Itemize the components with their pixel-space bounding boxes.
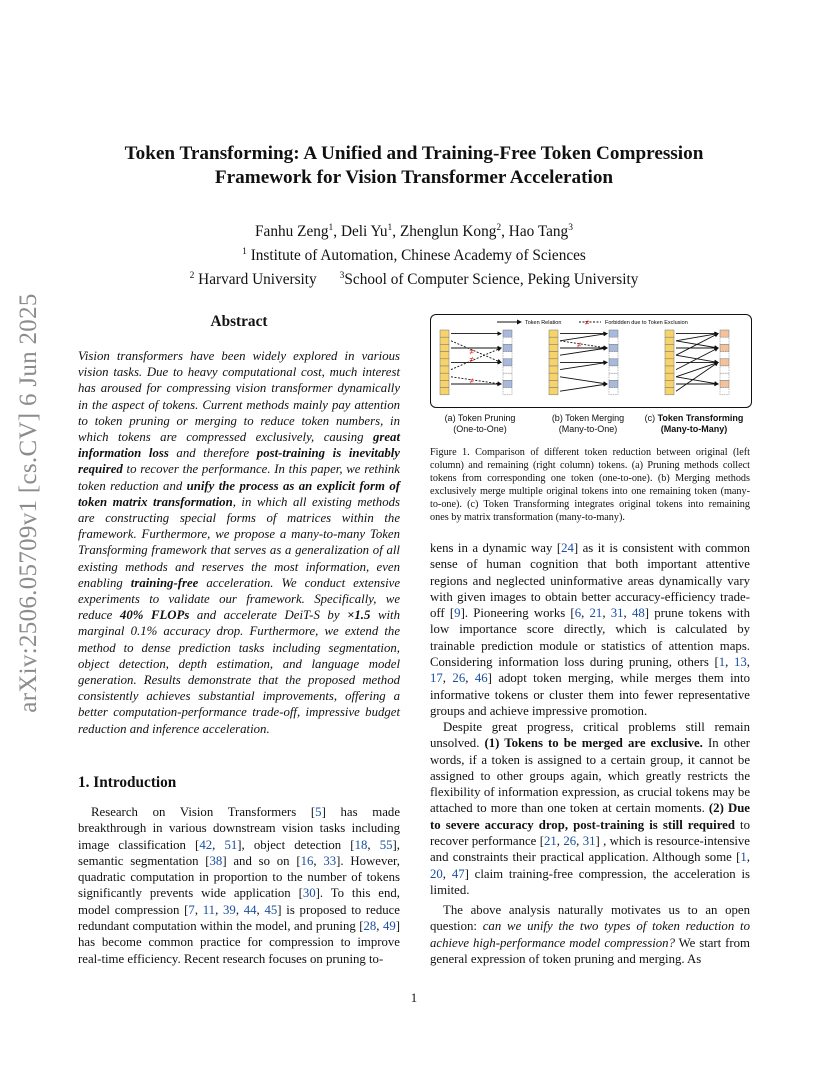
- abstract-text: and therefore: [168, 446, 257, 461]
- col2-text: We start from general expression of token pruning and merging. As: [430, 935, 750, 966]
- intro-text: ], semantic segmentation [: [78, 837, 400, 868]
- citation-link[interactable]: 26: [452, 671, 466, 686]
- figure-label-b-line2: (Many-to-One): [558, 424, 618, 434]
- col2-paragraph-3: [430, 902, 750, 967]
- remaining-token: [720, 388, 729, 395]
- abstract-emph: unify the process as an explicit form of token matrix transformation: [78, 478, 400, 509]
- remaining-token: [609, 380, 618, 387]
- author-names: Fanhu Zeng$^1$, Deli Yu$^1$, Zhenglun Kong$^2$, Hao Tang$^3$: [255, 223, 573, 241]
- legend-forbidden-label: Forbidden due to Token Exclusion: [605, 320, 688, 326]
- col2-text: In other words, if a token is assigned to a certain group, it cannot be assigned to other groups again, which greatly restricts the flexibility of information expression, as crucial tokens may be attached to more than one token at certain moments.: [430, 736, 751, 816]
- remaining-token: [503, 330, 512, 337]
- figure-label-a: [434, 413, 526, 435]
- abstract-emph: great information loss: [78, 430, 400, 461]
- relation-arrow: [560, 341, 607, 348]
- arxiv-identifier: [14, 293, 44, 713]
- figure-label-a-line2: (One-to-One): [453, 424, 507, 434]
- abstract-emph: post-training is inevitably required: [78, 446, 400, 477]
- intro-text: Research on Vision Transformers [: [91, 805, 316, 819]
- forbidden-mark-icon: ≠: [469, 376, 474, 386]
- abstract-emph: ×1.5: [347, 608, 371, 623]
- original-token: [665, 380, 674, 387]
- aff1-text: Institute of Automation, Chinese Academy of Sciences: [250, 247, 586, 265]
- abstract-text: acceleration. We conduct extensive experiments to validate our framework. Specifically, we reduce: [78, 575, 400, 623]
- citation-link[interactable]: 47: [451, 866, 465, 881]
- abstract-text: Vision transformers have been widely explored in various vision tasks. Due to heavy computational cost, much interest has aroused for compressing vision transformer dynamically in the aspect of tokens. Current methods mainly pay attention to token pruning or merging to reduce token numbers, in which tokens are compressed exclusively, causing: [78, 349, 400, 445]
- author-3-affil: 2: [496, 223, 502, 233]
- col2-text: ]. Pioneering works [: [460, 606, 575, 621]
- intro-text: ] has made breakthrough in various downstream vision tasks including image classification [: [78, 805, 400, 852]
- remaining-token: [720, 366, 729, 373]
- paper-title: [70, 142, 758, 190]
- figure-1-caption: Figure 1. Comparison of different token reduction between original (left column) and remaining (right column) tokens. (a) Pruning methods collect tokens from corresponding one token (one-to-one). (b) Merging methods exclusively merge multiple original tokens into one remaining token (many-to-one). (c) Token Transforming integrates original tokens into remaining ones by matrix transformation (many-to-many).: [430, 447, 750, 523]
- remaining-token: [503, 337, 512, 344]
- citation-link[interactable]: 46: [474, 671, 488, 686]
- original-token: [549, 380, 558, 387]
- col2-text: ] , which is resource-intensive and constraints their practical application. Although some [: [430, 834, 750, 865]
- original-token: [665, 337, 674, 344]
- citation-link[interactable]: 28: [363, 919, 377, 934]
- aff1-sup: 1: [242, 247, 247, 258]
- relation-arrow: [560, 384, 607, 391]
- original-token: [665, 330, 674, 337]
- remaining-token: [503, 352, 512, 359]
- intro-text: ] has become common practice for compression to improve real-time efficiency. Recent research focuses on pruning to-: [78, 919, 400, 966]
- col2-text: The above analysis naturally motivates us to an open question:: [430, 903, 750, 934]
- remaining-token: [609, 352, 618, 359]
- citation-link[interactable]: 26: [563, 834, 577, 849]
- relation-arrow: [676, 341, 718, 348]
- remaining-token: [503, 388, 512, 395]
- remaining-token: [503, 359, 512, 366]
- relation-arrow: [676, 362, 718, 376]
- col2-emph: (1) Tokens to be merged are exclusive.: [484, 736, 703, 751]
- author-3: Zhenglun Kong: [399, 223, 497, 241]
- remaining-token: [720, 380, 729, 387]
- diagram-columns: [440, 330, 729, 395]
- remaining-token: [503, 344, 512, 351]
- citation-link[interactable]: 17: [430, 671, 443, 686]
- col2-text: ] claim training-free compression, the acceleration is limited.: [430, 866, 750, 897]
- citation-link[interactable]: 51: [224, 837, 238, 852]
- author-1: Fanhu Zeng: [255, 223, 329, 241]
- intro-paragraph: Research on Vision Transformers [5] has made breakthrough in various downstream vision tasks including image classification [42, 51], object detection [18, 55], semantic segmentation [38] and so on [16, 33]. However, quadratic computation in proportion to the number of tokens significantly prevents wide application [30]. To this end, model compression [7, 11, 39, 44, 45] is proposed to reduce redundant computation within the model, and pruning [28, 49] has become common practice for compression to improve real-time efficiency. Recent research focuses on pruning to-: [78, 805, 400, 966]
- original-token: [440, 366, 449, 373]
- citation-link[interactable]: 9: [454, 606, 461, 621]
- legend-relation-label: Token Relation: [525, 320, 562, 326]
- title-line-2: Framework for Vision Transformer Acceleration: [214, 167, 614, 188]
- citation-link[interactable]: 48: [631, 606, 645, 621]
- original-token: [549, 330, 558, 337]
- original-token: [440, 359, 449, 366]
- citation-link[interactable]: 20: [430, 866, 443, 881]
- citation-link[interactable]: 1: [740, 850, 747, 865]
- remaining-token: [503, 380, 512, 387]
- figure-label-c: [638, 413, 750, 435]
- aff2-text: Harvard University: [198, 271, 317, 289]
- citation-link[interactable]: 6: [574, 606, 582, 621]
- original-token: [440, 337, 449, 344]
- remaining-token: [503, 373, 512, 380]
- remaining-token: [609, 373, 618, 380]
- aff2-sup: 2: [189, 271, 195, 282]
- original-token: [440, 330, 449, 337]
- citation-link[interactable]: 21: [543, 834, 557, 849]
- original-token: [440, 373, 449, 380]
- citation-link[interactable]: 55: [379, 837, 393, 852]
- figure-label-b-line1: (b) Token Merging: [551, 413, 625, 423]
- affiliation-line-2: [70, 266, 758, 290]
- citation-link[interactable]: 49: [382, 919, 396, 934]
- remaining-token: [720, 344, 729, 351]
- citation-link[interactable]: 39: [223, 902, 236, 917]
- remaining-token: [720, 359, 729, 366]
- citation-link[interactable]: 11: [202, 902, 216, 917]
- figure-label-c-line2: (Many-to-Many): [660, 424, 728, 434]
- citation-link[interactable]: 31: [610, 606, 624, 621]
- relation-arrow: [451, 377, 501, 384]
- citation-link[interactable]: 30: [302, 886, 316, 901]
- forbidden-mark-icon: ≠: [469, 354, 474, 364]
- remaining-token: [720, 373, 729, 380]
- remaining-token: [609, 344, 618, 351]
- original-token: [549, 359, 558, 366]
- original-token: [665, 359, 674, 366]
- forbidden-mark-icon: ≠: [469, 347, 474, 357]
- title-line-1: Token Transforming: A Unified and Training-Free Token Compression: [124, 143, 704, 164]
- affiliation-line-1: [70, 242, 758, 266]
- relation-arrow: [560, 362, 607, 369]
- remaining-token: [609, 366, 618, 373]
- author-2-affil: 1: [387, 223, 393, 233]
- original-token: [549, 373, 558, 380]
- intro-text: ]. However, quadratic computation in proportion to the number of tokens significantly prevents wide application [: [78, 853, 400, 901]
- col2-emph: (2) Due to severe accuracy drop, post-training is still required: [430, 801, 750, 832]
- author-1-affil: 1: [328, 223, 334, 233]
- figure-1-box: [430, 314, 752, 408]
- remaining-token: [720, 330, 729, 337]
- abstract-text: to recover the performance. In this paper, we rethink token reduction and: [78, 462, 400, 493]
- col2-italic: can we unify the two types of token reduction to achieve high-performance model compression?: [430, 919, 750, 950]
- original-token: [549, 366, 558, 373]
- remaining-token: [503, 366, 512, 373]
- abstract-emph: training-free: [130, 575, 199, 590]
- citation-link[interactable]: 42: [199, 837, 213, 852]
- intro-text: ], object detection [: [237, 837, 355, 852]
- arxiv-id-text: arXiv:2506.05709v1 [cs.CV] 6 Jun 2025: [15, 293, 42, 713]
- intro-text: ] and so on [: [222, 853, 301, 868]
- figure-label-c-line1: [638, 413, 750, 424]
- remaining-token: [609, 330, 618, 337]
- figure-label-c-title: Token Transforming: [657, 413, 744, 423]
- original-token: [440, 380, 449, 387]
- figure-label-a-line1: (a) Token Pruning: [444, 413, 516, 423]
- page-number: 1: [410, 991, 418, 1005]
- col2-text: ] adopt token merging, while merges them into informative tokens or cluster them into fewer representative groups and achieve impressive promotion.: [430, 671, 750, 718]
- relation-arrow: [560, 348, 607, 355]
- forbidden-mark-icon: ≠: [585, 318, 590, 327]
- abstract-text: and accelerate DeiT-S by: [189, 608, 348, 623]
- col2-text: kens in a dynamic way [: [430, 541, 562, 555]
- citation-link[interactable]: 5: [315, 805, 322, 819]
- original-token: [549, 388, 558, 395]
- original-token: [665, 366, 674, 373]
- citation-link[interactable]: 16: [300, 853, 314, 868]
- author-4-affil: 3: [568, 223, 573, 233]
- remaining-token: [720, 337, 729, 344]
- col2-text: ] prune tokens with low importance score directly, which is calculated by trainable prediction module or statistics of attention maps. Considering information loss during pruning, others [: [430, 606, 750, 670]
- citation-link[interactable]: 13: [734, 655, 747, 670]
- remaining-token: [609, 388, 618, 395]
- relation-arrow: [676, 355, 718, 362]
- intro-text: ]. To this end, model compression [: [78, 886, 400, 917]
- original-token: [665, 344, 674, 351]
- citation-link[interactable]: 18: [354, 837, 368, 852]
- abstract-text: with marginal 0.1% accuracy drop. Furthermore, we extend the method to dense prediction tasks including segmentation, object detection, depth estimation, and language model generation. Results demonstrate that the proposed method consistently achieves substantial improvements, offering a better computation-performance trade-off, impressive budget reduction and inference acceleration.: [78, 608, 400, 736]
- citation-link[interactable]: 21: [589, 606, 603, 621]
- original-token: [665, 373, 674, 380]
- aff3-sup: 3: [339, 271, 345, 282]
- forbidden-mark-icon: ≠: [577, 340, 582, 350]
- abstract-body: [78, 348, 400, 737]
- intro-text: ] is proposed to reduce redundant computation within the model, and pruning [: [78, 902, 400, 934]
- citation-link[interactable]: 31: [582, 834, 596, 849]
- abstract-emph: 40% FLOPs: [119, 608, 190, 623]
- original-token: [440, 388, 449, 395]
- relation-arrow: [676, 377, 718, 384]
- remaining-token: [609, 359, 618, 366]
- original-token: [549, 337, 558, 344]
- author-4: Hao Tang: [508, 223, 569, 241]
- col2-text: to recover performance [: [430, 817, 750, 849]
- abstract-heading: Abstract: [210, 313, 268, 330]
- relation-arrow: [560, 334, 607, 341]
- relation-arrow: [560, 377, 607, 384]
- author-block: [70, 218, 758, 290]
- remaining-token: [720, 352, 729, 359]
- intro-heading: 1. Introduction: [78, 774, 177, 791]
- citation-link[interactable]: 1: [718, 655, 726, 670]
- aff3-text: School of Computer Science, Peking University: [344, 271, 639, 289]
- original-token: [440, 352, 449, 359]
- abstract-text: , in which all existing methods are constructing special forms of matrices within the framework. Furthermore, we propose a many-to-many Token Transforming framework that serves as a generalization of all existing methods and reserves the most information, even enabling: [78, 494, 400, 590]
- figure-label-c-prefix: (c): [644, 413, 658, 423]
- citation-link[interactable]: 38: [209, 853, 223, 868]
- col2-text: ] as it is consistent with common sense of human cognition that both important attentive regions and neglected uninformative areas dynamically vary with given images to obtain better accuracy-efficiency trade-off [: [430, 541, 750, 621]
- original-token: [440, 344, 449, 351]
- author-2: Deli Yu: [340, 223, 388, 241]
- figure-label-b: [538, 413, 638, 435]
- original-token: [549, 352, 558, 359]
- original-token: [665, 352, 674, 359]
- citation-link[interactable]: 44: [243, 902, 257, 917]
- original-token: [665, 388, 674, 395]
- citation-link[interactable]: 24: [561, 541, 574, 555]
- citation-link[interactable]: 45: [264, 902, 278, 917]
- citation-link[interactable]: 7: [188, 902, 195, 917]
- col2-text: Despite great progress, critical problems still remain unsolved.: [430, 720, 750, 751]
- col2-paragraph-1: kens in a dynamic way [24] as it is consistent with common sense of human cognition that both important attentive regions and neglected uninformative areas dynamically vary with given images to obtain better accuracy-efficiency trade-off [9]. Pioneering works [6, 21, 31, 48] prune tokens with low importance score directly, which is calculated by trainable prediction module or statistics of attention maps. Considering information loss during pruning, others [1, 13, 17, 26, 46] adopt token merging, while merges them into informative tokens or cluster them into fewer representative groups and achieve impressive promotion.: [430, 541, 750, 718]
- original-token: [549, 344, 558, 351]
- citation-link[interactable]: 33: [323, 853, 337, 868]
- col2-paragraph-2: Despite great progress, critical problems still remain unsolved. (1) Tokens to be merged are exclusive. In other words, if a token is assigned to a certain group, it cannot be assigned to other groups again, which greatly restricts the flexibility of information expression, as crucial tokens may be attached to more than one token at certain moments. (2) Due to severe accuracy drop, post-training is still required to recover performance [21, 26, 31] , which is resource-intensive and constraints their practical application. Although some [1, 20, 47] claim training-free compression, the acceleration is limited.: [430, 720, 751, 897]
- figure-1-diagram: [431, 315, 751, 407]
- remaining-token: [609, 337, 618, 344]
